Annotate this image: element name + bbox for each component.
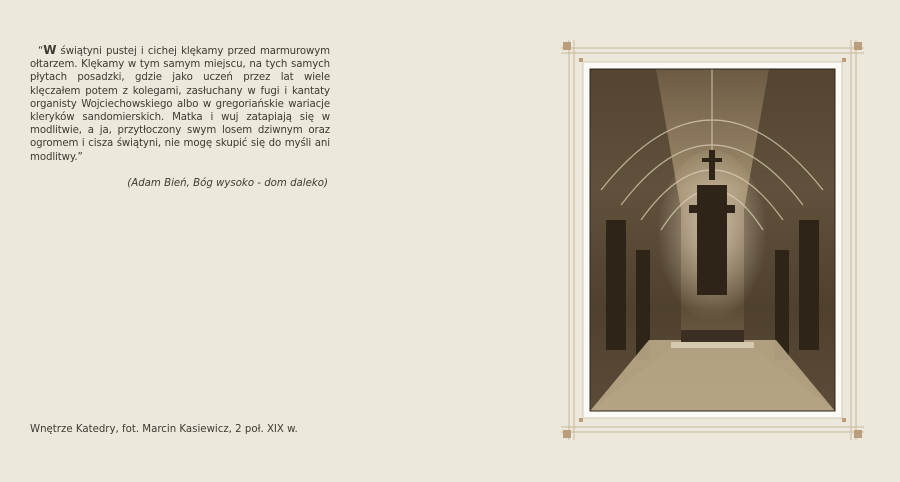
photo-frame xyxy=(561,40,864,440)
cathedral-interior-photo xyxy=(590,69,835,411)
quote-attribution: (Adam Bień, Bóg wysoko - dom daleko) xyxy=(127,178,328,189)
quote-paragraph xyxy=(30,44,330,164)
ornamental-frame xyxy=(561,40,864,440)
quote-text: świątyni pustej i cichej klękamy przed marmurowym ołtarzem. Klękamy w tym samym miejscu, na tych samych płytach posadzki, gdzie jako uczeń przez lat wiele klęczałem potem z kolegami, zasłuchany w fugi i kantaty organisty Wojciechowskiego albo w gregoriańskie wariacje kleryków sandomierskich. Matka i wuj zatapiają się w modlitwie, a ja, przytłoczony swym losem dziwnym oraz ogromem i cisza świątyni, nie mogę skupić się do myśli ani modlitwy.” xyxy=(30,46,330,163)
photo-caption: Wnętrze Katedry, fot. Marcin Kasiewicz, 2 poł. XIX w. xyxy=(30,424,298,435)
quote-lead-letter: W xyxy=(43,43,57,57)
quote-open-mark: “ xyxy=(38,46,44,57)
